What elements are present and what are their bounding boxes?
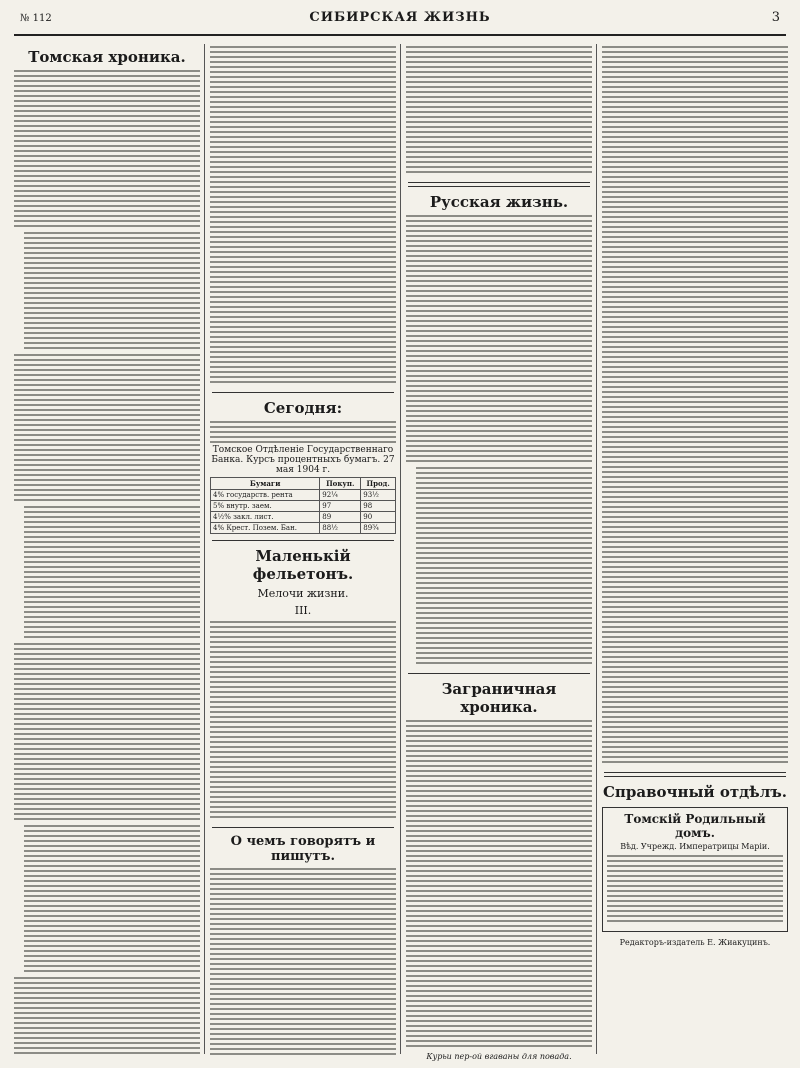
article-text	[24, 506, 200, 641]
divider	[408, 673, 590, 674]
section-title-feuilleton: Маленькій фельетонъ.	[252, 547, 354, 583]
divider	[212, 827, 394, 828]
divider	[212, 392, 394, 393]
divider	[408, 182, 590, 187]
column-divider	[400, 44, 401, 1054]
divider	[212, 540, 394, 541]
exchange-rates-table	[210, 477, 396, 534]
article-text	[406, 720, 592, 1050]
column-2	[210, 44, 396, 1054]
column-3	[406, 44, 592, 1061]
article-text	[210, 621, 396, 821]
section-title-foreign-chronicle: Заграничная хроника.	[441, 680, 557, 716]
article-text	[602, 46, 788, 766]
page-number: 3	[771, 10, 780, 25]
section-title-today: Сегодня:	[263, 399, 343, 417]
table-header: Покуп.	[320, 478, 361, 490]
article-text	[210, 868, 396, 1058]
section-title-russian-life: Русская жизнь.	[429, 193, 569, 211]
column-divider	[204, 44, 205, 1054]
section-title-tomsk-chronicle: Томская хроника.	[28, 48, 186, 66]
table-row: 4% государств. рента 92¼ 93½	[211, 490, 396, 501]
column-divider	[596, 44, 597, 1054]
table-row: 4% Крест. Позем. Бан. 88½ 89¾	[211, 523, 396, 534]
article-text	[14, 354, 200, 504]
feuilleton-part: III.	[294, 604, 312, 617]
article-text	[210, 46, 396, 386]
exchange-rates-caption: Томское Отдѣленіе Государственнаго Банка. Курсъ процентныхъ бумагъ. 27 мая 1904 г.	[211, 445, 395, 475]
table-header: Бумаги	[211, 478, 320, 490]
article-text	[210, 421, 396, 443]
article-text	[14, 977, 200, 1057]
article-text	[14, 70, 200, 230]
newspaper-title: СИБИРСКАЯ ЖИЗНЬ	[309, 10, 491, 25]
article-text	[406, 46, 592, 176]
table-row: 5% внутр. заем. 97 98	[211, 501, 396, 512]
feuilleton-subtitle: Мелочи жизни.	[257, 587, 349, 600]
article-text	[416, 467, 592, 667]
article-text	[406, 215, 592, 465]
page-header	[14, 8, 786, 36]
maternity-subtitle: Вѣд. Учрежд. Императрицы Маріи.	[620, 842, 770, 851]
maternity-title: Томскій Родильный домъ.	[624, 812, 766, 840]
bottom-caption: Курьи пер-ой вгаваны для повада.	[426, 1052, 572, 1061]
issue-number: № 112	[20, 13, 52, 24]
divider	[604, 772, 786, 777]
article-text	[24, 825, 200, 975]
section-title-what-they-say: О чемъ говорятъ и пишутъ.	[230, 834, 376, 864]
notice-text	[607, 855, 783, 925]
table-header: Прод.	[361, 478, 396, 490]
section-title-reference: Справочный отдѣлъ.	[602, 783, 788, 801]
article-text	[14, 643, 200, 823]
column-4	[602, 44, 788, 1054]
article-text	[24, 232, 200, 352]
column-1	[14, 44, 200, 1054]
maternity-home-notice	[602, 807, 788, 932]
editor-publisher: Редакторъ-издатель Е. Жиакуцинъ.	[619, 938, 771, 947]
table-row: 4½% закл. лист. 89 90	[211, 512, 396, 523]
